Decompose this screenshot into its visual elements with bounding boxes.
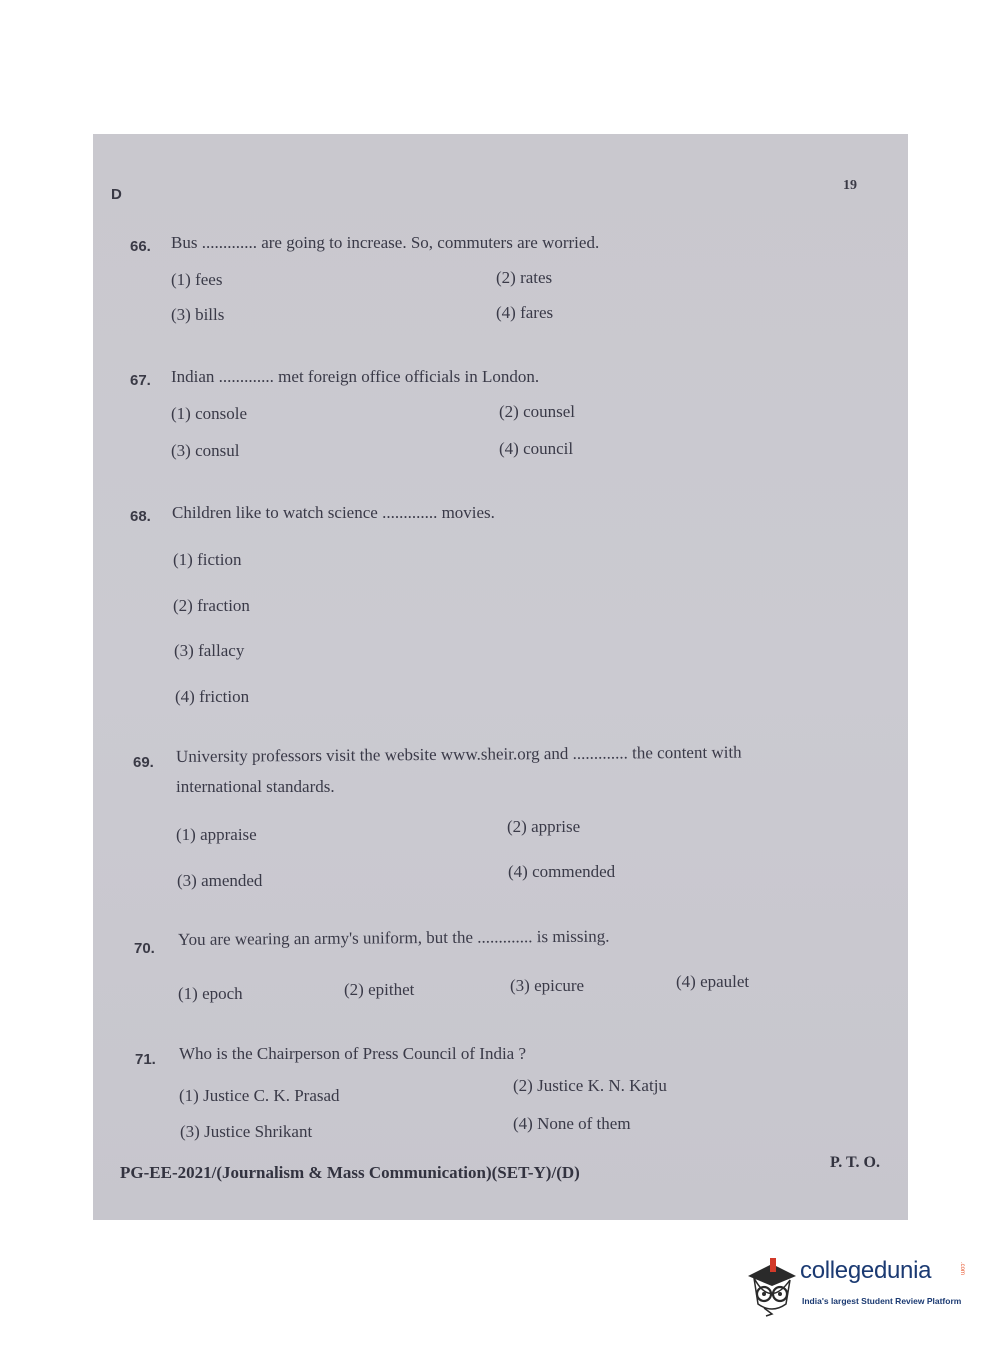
exam-code-footer: PG-EE-2021/(Journalism & Mass Communication)(SET-Y)/(D) — [120, 1163, 580, 1182]
question-number: 71. — [135, 1051, 156, 1068]
option-2: (2) counsel — [499, 402, 576, 421]
option-4: (4) None of them — [513, 1114, 631, 1133]
question-text: Indian ............. met foreign office officials in London. — [171, 367, 540, 386]
option-3: (3) bills — [171, 305, 225, 324]
question-number: 69. — [133, 754, 154, 771]
option-3: (3) consul — [171, 441, 240, 460]
page-number: 19 — [843, 178, 857, 193]
option-4: (4) council — [499, 439, 574, 458]
question-number: 68. — [130, 508, 151, 525]
option-4: (4) epaulet — [676, 972, 750, 991]
option-3: (3) Justice Shrikant — [180, 1122, 313, 1141]
option-2: (2) fraction — [173, 596, 250, 615]
mascot-icon — [742, 1250, 798, 1320]
brand-tagline: India's largest Student Review Platform — [802, 1296, 962, 1306]
option-2: (2) rates — [496, 268, 553, 287]
option-1: (1) epoch — [178, 984, 243, 1003]
question-text: You are wearing an army's uniform, but the ............. is missing. — [177, 926, 610, 949]
pto-label: P. T. O. — [830, 1154, 880, 1171]
option-2: (2) apprise — [507, 817, 581, 836]
option-3: (3) fallacy — [174, 641, 245, 660]
option-1: (1) fiction — [173, 550, 242, 569]
option-4: (4) fares — [496, 303, 554, 322]
option-1: (1) Justice C. K. Prasad — [179, 1086, 340, 1105]
option-2: (2) epithet — [344, 980, 415, 999]
exam-page — [93, 134, 908, 1220]
option-3: (3) amended — [177, 871, 263, 890]
question-text: Who is the Chairperson of Press Council of India ? — [179, 1044, 527, 1063]
option-4: (4) commended — [508, 862, 616, 881]
collegedunia-logo — [742, 1250, 972, 1320]
brand-domain-suffix: .com — [959, 1262, 965, 1276]
question-text: Bus ............. are going to increase. So, commuters are worried. — [171, 233, 600, 252]
question-number: 66. — [130, 238, 151, 255]
question-text-line-2: international standards. — [176, 777, 335, 796]
set-letter: D — [111, 186, 122, 203]
option-1: (1) appraise — [176, 825, 257, 844]
option-1: (1) console — [171, 404, 248, 423]
question-text-line-1: University professors visit the website www.sheir.org and ............. the content with — [175, 742, 742, 766]
question-number: 67. — [130, 372, 151, 389]
question-number: 70. — [134, 940, 155, 957]
question-text: Children like to watch science ............. movies. — [172, 503, 495, 522]
option-4: (4) friction — [175, 687, 250, 706]
option-2: (2) Justice K. N. Katju — [513, 1076, 667, 1095]
option-3: (3) epicure — [510, 976, 585, 995]
brand-name: collegedunia — [800, 1257, 932, 1284]
option-1: (1) fees — [171, 270, 223, 289]
